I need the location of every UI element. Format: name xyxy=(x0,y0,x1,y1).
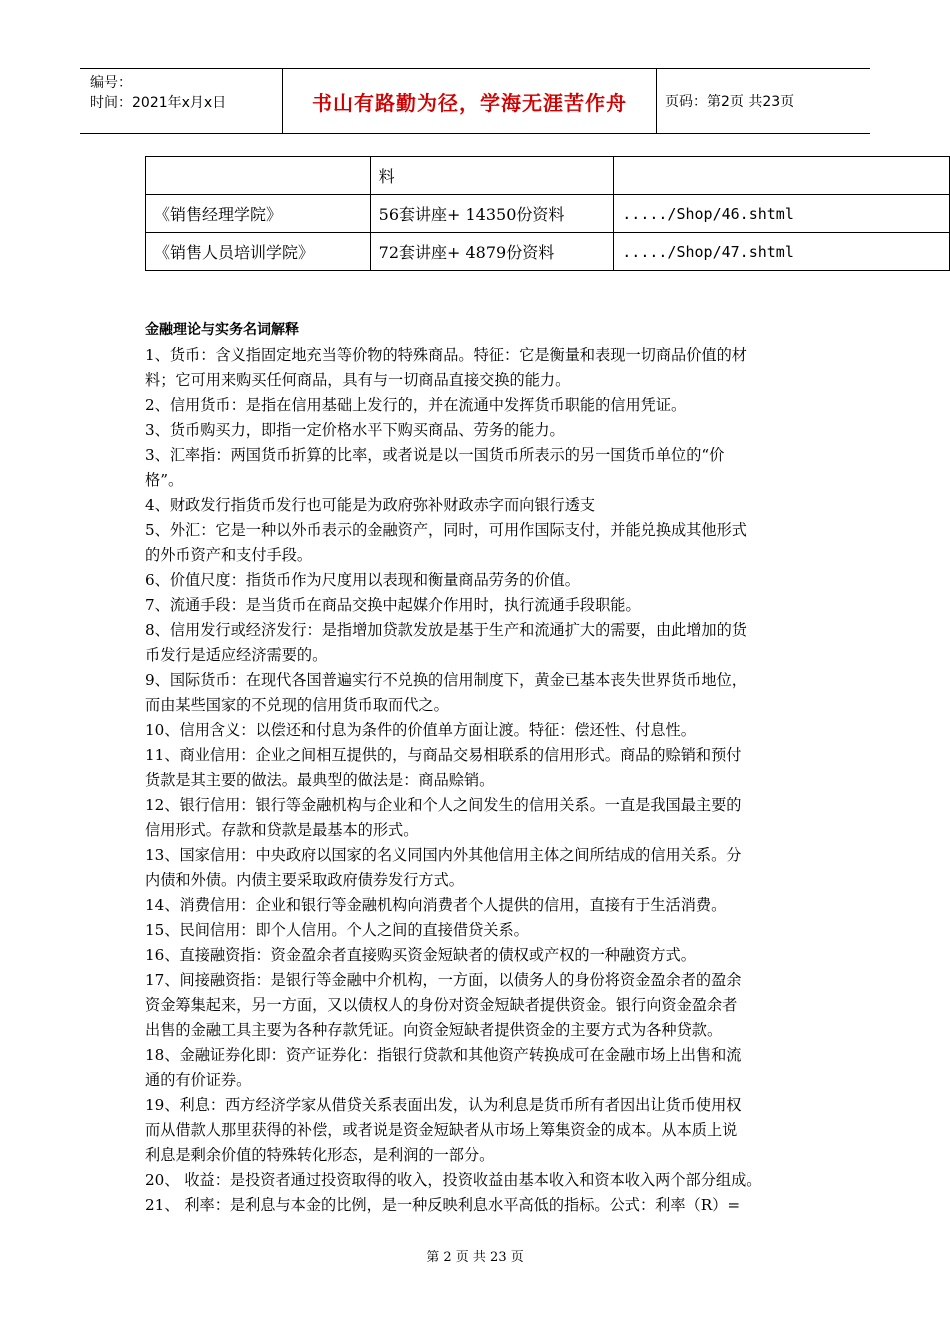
table-cell: 72套讲座+ 4879份资料 xyxy=(370,233,614,271)
section-title: 金融理论与实务名词解释 xyxy=(145,322,299,338)
text-line: 出售的金融工具主要为各种存款凭证。向资金短缺者提供资金的主要方式为各种贷款。 xyxy=(145,1021,723,1039)
text-line: 而由某些国家的不兑现的信用货币取而代之。 xyxy=(145,696,449,714)
table-cell: 《销售人员培训学院》 xyxy=(146,233,371,271)
document-body xyxy=(145,318,815,1218)
header-meta xyxy=(80,69,282,133)
text-line: 7、流通手段：是当货币在商品交换中起媒介作用时，执行流通手段职能。 xyxy=(145,596,641,614)
text-line: 的外币资产和支付手段。 xyxy=(145,546,313,564)
text-line: 11、商业信用：企业之间相互提供的，与商品交易相联系的信用形式。商品的赊销和预付 xyxy=(145,746,742,764)
table-cell-link: ...../Shop/47.shtml xyxy=(614,233,950,271)
header-page-label: 页码：第2页 共23页 xyxy=(665,94,795,110)
text-line: 币发行是适应经济需要的。 xyxy=(145,646,328,664)
text-line: 1、货币：含义指固定地充当等价物的特殊商品。特征：它是衡量和表现一切商品价值的材 xyxy=(145,346,747,364)
table-cell xyxy=(614,157,950,195)
page-header xyxy=(80,68,870,134)
text-line: 而从借款人那里获得的补偿，或者说是资金短缺者从市场上筹集资金的成本。从本质上说 xyxy=(145,1121,738,1139)
text-line: 14、消费信用：企业和银行等金融机构向消费者个人提供的信用，直接有于生活消费。 xyxy=(145,896,727,914)
table-cell: 料 xyxy=(370,157,614,195)
table-row xyxy=(146,195,950,233)
page-footer: 第 2 页 共 23 页 xyxy=(426,1250,524,1265)
text-line: 21、 利率：是利息与本金的比例，是一种反映利息水平高低的指标。公式：利率（R）= xyxy=(145,1196,741,1214)
text-line: 17、间接融资指：是银行等金融中介机构，一方面，以债务人的身份将资金盈余者的盈余 xyxy=(145,971,742,989)
table-cell xyxy=(146,157,371,195)
text-line: 货款是其主要的做法。最典型的做法是：商品赊销。 xyxy=(145,771,495,789)
text-line: 4、财政发行指货币发行也可能是为政府弥补财政赤字而向银行透支 xyxy=(145,496,596,514)
text-line: 2、信用货币：是指在信用基础上发行的，并在流通中发挥货币职能的信用凭证。 xyxy=(145,396,687,414)
text-line: 8、信用发行或经济发行：是指增加贷款发放是基于生产和流通扩大的需要，由此增加的货 xyxy=(145,621,747,639)
table-cell: 56套讲座+ 14350份资料 xyxy=(370,195,614,233)
text-line: 12、银行信用：银行等金融机构与企业和个人之间发生的信用关系。一直是我国最主要的 xyxy=(145,796,742,814)
text-line: 通的有价证券。 xyxy=(145,1071,252,1089)
text-line: 利息是剩余价值的特殊转化形态，是利润的一部分。 xyxy=(145,1146,495,1164)
text-line: 15、民间信用：即个人信用。个人之间的直接借贷关系。 xyxy=(145,921,529,939)
table-cell: 《销售经理学院》 xyxy=(146,195,371,233)
time-label: 时间：2021年x月x日 xyxy=(90,95,227,111)
text-line: 16、直接融资指：资金盈余者直接购买资金短缺者的债权或产权的一种融资方式。 xyxy=(145,946,696,964)
text-line: 13、国家信用：中央政府以国家的名义同国内外其他信用主体之间所结成的信用关系。分 xyxy=(145,846,742,864)
header-motto: 书山有路勤为径，学海无涯苦作舟 xyxy=(282,69,657,133)
text-line: 20、 收益：是投资者通过投资取得的收入，投资收益由基本收入和资本收入两个部分组成。 xyxy=(145,1171,762,1189)
text-line: 格”。 xyxy=(145,471,184,489)
number-label: 编号： xyxy=(90,75,132,91)
table-cell-link: ...../Shop/46.shtml xyxy=(614,195,950,233)
text-line: 19、利息：西方经济学家从借贷关系表面出发，认为利息是货币所有者因出让货币使用权 xyxy=(145,1096,742,1114)
text-line: 3、汇率指：两国货币折算的比率，或者说是以一国货币所表示的另一国货币单位的“价 xyxy=(145,446,725,464)
text-line: 内债和外债。内债主要采取政府债券发行方式。 xyxy=(145,871,464,889)
text-line: 10、信用含义：以偿还和付息为条件的价值单方面让渡。特征：偿还性、付息性。 xyxy=(145,721,696,739)
text-line: 信用形式。存款和贷款是最基本的形式。 xyxy=(145,821,419,839)
text-line: 9、国际货币：在现代各国普遍实行不兑换的信用制度下，黄金已基本丧失世界货币地位， xyxy=(145,671,747,689)
resource-table xyxy=(145,156,950,271)
text-line: 料；它可用来购买任何商品，具有与一切商品直接交换的能力。 xyxy=(145,371,571,389)
text-line: 18、金融证券化即：资产证券化：指银行贷款和其他资产转换成可在金融市场上出售和流 xyxy=(145,1046,742,1064)
table-row xyxy=(146,157,950,195)
paragraph-lines xyxy=(145,343,815,1218)
table-row xyxy=(146,233,950,271)
text-line: 资金筹集起来，另一方面，又以债权人的身份对资金短缺者提供资金。银行向资金盈余者 xyxy=(145,996,738,1014)
text-line: 6、价值尺度：指货币作为尺度用以表现和衡量商品劳务的价值。 xyxy=(145,571,580,589)
text-line: 3、货币购买力，即指一定价格水平下购买商品、劳务的能力。 xyxy=(145,421,565,439)
text-line: 5、外汇：它是一种以外币表示的金融资产，同时，可用作国际支付，并能兑换成其他形式 xyxy=(145,521,747,539)
